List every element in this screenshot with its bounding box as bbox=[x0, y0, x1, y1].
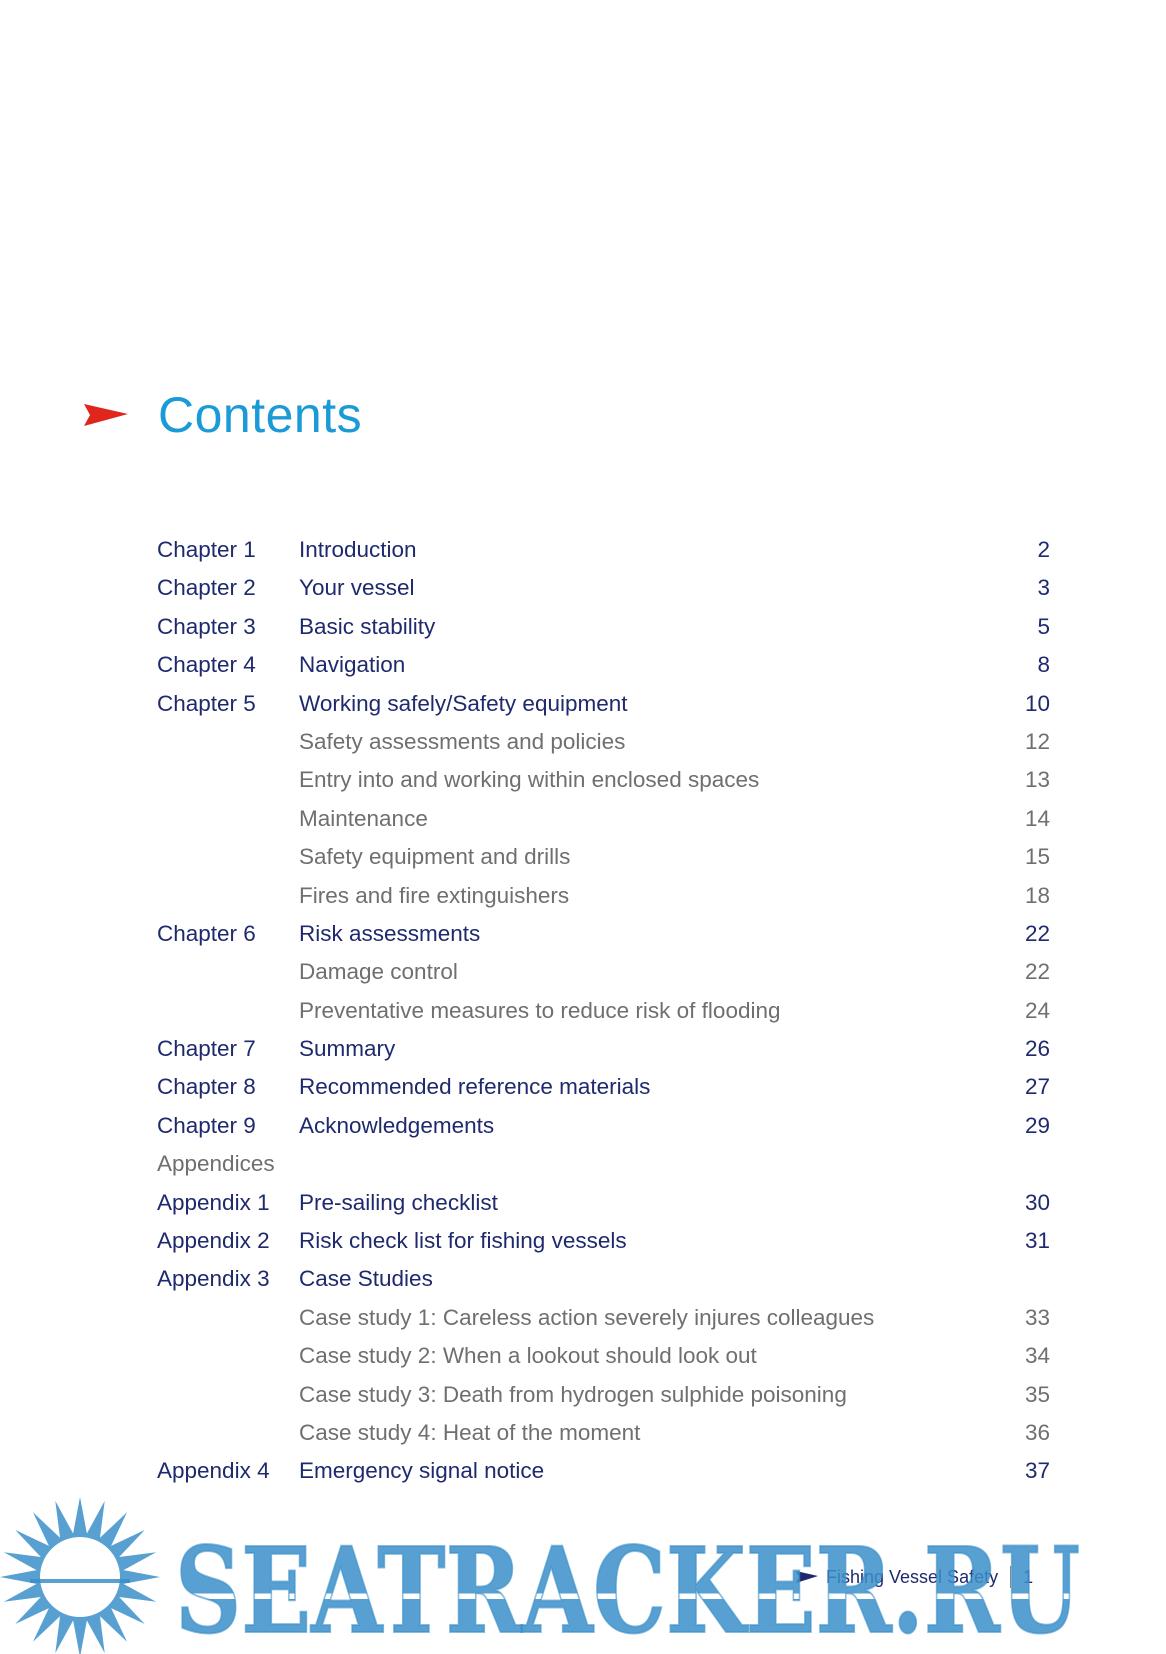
toc-row bbox=[157, 723, 1050, 761]
toc-page-number: 36 bbox=[1024, 1419, 1050, 1445]
toc-label: Appendix 4 bbox=[157, 1458, 270, 1484]
toc-row bbox=[157, 646, 1050, 684]
toc-title: Pre-sailing checklist bbox=[299, 1189, 498, 1215]
toc-label: Chapter 6 bbox=[157, 920, 256, 946]
toc-label: Chapter 8 bbox=[157, 1074, 256, 1100]
toc-row bbox=[157, 1145, 1050, 1183]
toc-page-number: 18 bbox=[1024, 882, 1050, 908]
footer-page-number: 1 bbox=[1023, 1566, 1034, 1587]
toc-title: Navigation bbox=[299, 652, 406, 678]
toc-page-number: 26 bbox=[1024, 1036, 1050, 1062]
toc-row bbox=[157, 1414, 1050, 1452]
toc-title: Entry into and working within enclosed spaces bbox=[299, 767, 760, 793]
toc-label: Chapter 7 bbox=[157, 1036, 256, 1062]
toc-row bbox=[157, 953, 1050, 991]
toc-title: Safety equipment and drills bbox=[299, 844, 571, 870]
toc-row bbox=[157, 1184, 1050, 1222]
toc-title: Case study 3: Death from hydrogen sulphide poisoning bbox=[299, 1381, 847, 1407]
seatracker-watermark bbox=[0, 1482, 1166, 1654]
toc-page-number: 3 bbox=[1037, 575, 1050, 601]
toc-row bbox=[157, 1299, 1050, 1337]
toc-row bbox=[157, 800, 1050, 838]
toc-title: Fires and fire extinguishers bbox=[299, 882, 570, 908]
toc-label: Chapter 9 bbox=[157, 1112, 256, 1138]
toc-title: Maintenance bbox=[299, 805, 428, 831]
toc-title: Risk assessments bbox=[299, 920, 481, 946]
toc-label: Appendices bbox=[157, 1151, 275, 1177]
toc-page-number: 37 bbox=[1024, 1458, 1050, 1484]
toc-label: Chapter 4 bbox=[157, 652, 256, 678]
toc-page-number: 13 bbox=[1024, 767, 1050, 793]
toc-title: Case Studies bbox=[299, 1266, 433, 1292]
toc-label: Appendix 3 bbox=[157, 1266, 270, 1292]
toc-title: Your vessel bbox=[299, 575, 415, 601]
toc-row bbox=[157, 838, 1050, 876]
toc-title: Safety assessments and policies bbox=[299, 728, 626, 754]
toc-title: Risk check list for fishing vessels bbox=[299, 1228, 627, 1254]
toc-row bbox=[157, 1030, 1050, 1068]
contents-heading bbox=[84, 385, 362, 445]
toc-page-number: 12 bbox=[1024, 728, 1050, 754]
toc-title: Emergency signal notice bbox=[299, 1458, 545, 1484]
toc-row bbox=[157, 1376, 1050, 1414]
toc-page-number: 15 bbox=[1024, 844, 1050, 870]
toc-row bbox=[157, 761, 1050, 799]
toc-page-number: 29 bbox=[1024, 1112, 1050, 1138]
toc-row bbox=[157, 1260, 1050, 1298]
toc-title: Introduction bbox=[299, 537, 417, 562]
toc-label: Appendix 2 bbox=[157, 1228, 270, 1254]
toc-page-number: 30 bbox=[1024, 1189, 1050, 1215]
page-title: Contents bbox=[158, 387, 363, 443]
toc-title: Preventative measures to reduce risk of flooding bbox=[299, 997, 781, 1023]
toc-row bbox=[157, 877, 1050, 915]
toc-page-number: 27 bbox=[1024, 1074, 1050, 1100]
toc-page-number: 24 bbox=[1024, 997, 1050, 1023]
toc-title: Basic stability bbox=[299, 613, 436, 639]
toc-title: Damage control bbox=[299, 959, 458, 985]
toc-title: Working safely/Safety equipment bbox=[299, 690, 628, 716]
toc-label: Chapter 1 bbox=[157, 537, 256, 562]
toc-row bbox=[157, 1337, 1050, 1375]
toc-page-number: 5 bbox=[1037, 613, 1050, 639]
toc-title: Acknowledgements bbox=[299, 1112, 495, 1138]
toc-label: Chapter 3 bbox=[157, 613, 256, 639]
toc-row bbox=[157, 569, 1050, 607]
toc-label: Appendix 1 bbox=[157, 1189, 270, 1215]
toc-page-number: 10 bbox=[1024, 690, 1050, 716]
toc-page-number: 22 bbox=[1024, 920, 1050, 946]
toc-title: Recommended reference materials bbox=[299, 1074, 651, 1100]
watermark-text: SEATRACKER.RU bbox=[175, 1521, 1080, 1654]
toc-label: Chapter 2 bbox=[157, 575, 256, 601]
toc-page-number: 22 bbox=[1024, 959, 1050, 985]
table-of-contents bbox=[157, 531, 1050, 1491]
toc-label: Chapter 5 bbox=[157, 690, 256, 716]
toc-title: Case study 1: Careless action severely injures colleagues bbox=[299, 1304, 875, 1330]
toc-row bbox=[157, 531, 1050, 569]
toc-page-number: 14 bbox=[1024, 805, 1050, 831]
toc-row bbox=[157, 1068, 1050, 1106]
toc-title: Case study 2: When a lookout should look out bbox=[299, 1343, 757, 1369]
toc-page-number: 2 bbox=[1037, 537, 1050, 562]
toc-row bbox=[157, 1107, 1050, 1145]
toc-row bbox=[157, 608, 1050, 646]
toc-page-number: 35 bbox=[1024, 1381, 1050, 1407]
toc-page-number: 31 bbox=[1024, 1228, 1050, 1254]
toc-title: Summary bbox=[299, 1036, 396, 1062]
red-flag-icon bbox=[84, 404, 128, 426]
toc-page-number: 8 bbox=[1037, 652, 1050, 678]
toc-row bbox=[157, 685, 1050, 723]
toc-row bbox=[157, 992, 1050, 1030]
footer-title: Fishing Vessel Safety bbox=[826, 1566, 999, 1587]
toc-title: Case study 4: Heat of the moment bbox=[299, 1419, 641, 1445]
toc-row bbox=[157, 915, 1050, 953]
toc-row bbox=[157, 1222, 1050, 1260]
toc-page-number: 33 bbox=[1024, 1304, 1050, 1330]
toc-page-number: 34 bbox=[1024, 1343, 1050, 1369]
sun-logo-icon bbox=[0, 1497, 160, 1654]
